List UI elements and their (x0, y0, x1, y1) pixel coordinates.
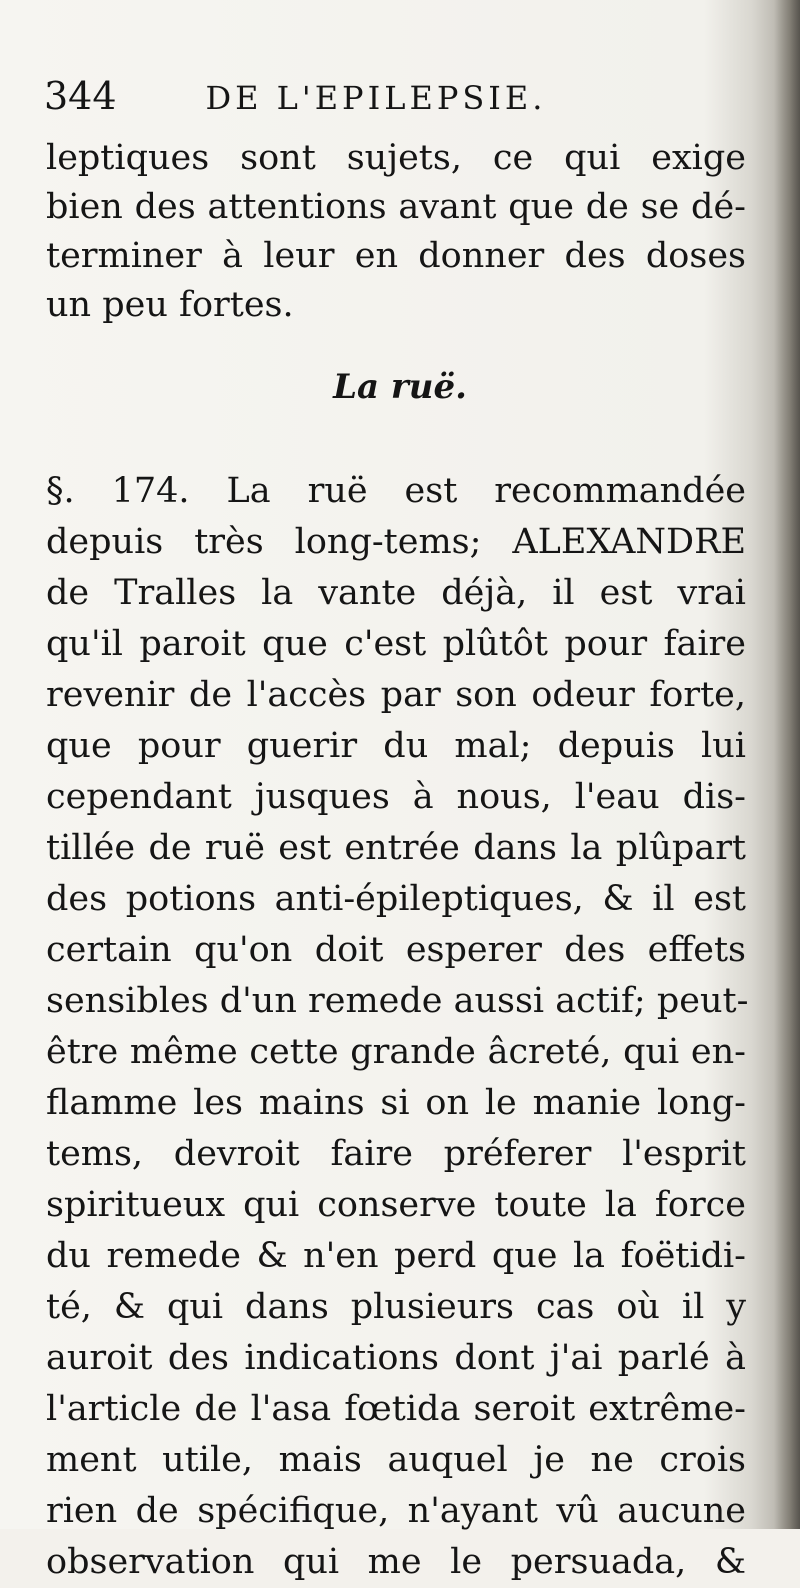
text-line: cependant jusques à nous, l'eau dis- (46, 777, 746, 817)
text-line: revenir de l'accès par son odeur forte, (46, 675, 746, 715)
section-heading: La ruë. (333, 367, 467, 407)
page-number: 344 (44, 74, 117, 118)
text-line: té, & qui dans plusieurs cas où il y (46, 1287, 746, 1327)
text-line: que pour guerir du mal; depuis lui (46, 726, 746, 766)
text-line: l'article de l'asa fœtida seroit extrême- (46, 1389, 746, 1429)
text-line: certain qu'on doit esperer des effets (46, 930, 746, 970)
text-line: leptiques sont sujets, ce qui exige (46, 138, 746, 178)
running-header (44, 66, 744, 126)
text-line: qu'il paroit que c'est plûtôt pour faire (46, 624, 746, 664)
page-edge-shadow (774, 0, 800, 1529)
paragraph-continuation (46, 134, 746, 330)
text-line: tillée de ruë est entrée dans la plûpart (46, 828, 746, 868)
text-line: sensibles d'un remede aussi actif; peut- (46, 981, 749, 1021)
text-line: tems, devroit faire préferer l'esprit (46, 1134, 746, 1174)
text-line: depuis très long-tems; ALEXANDRE (46, 522, 746, 562)
text-line: §. 174. La ruë est recommandée (46, 471, 746, 511)
text-line: être même cette grande âcreté, qui en- (46, 1032, 746, 1072)
text-line: observation qui me le persuada, & (46, 1542, 746, 1582)
text-line: rien de spécifique, n'ayant vû aucune (46, 1491, 746, 1531)
text-line: de Tralles la vante déjà, il est vrai (46, 573, 746, 613)
paragraph-174 (46, 466, 749, 1588)
text-line: flamme les mains si on le manie long- (46, 1083, 746, 1123)
running-title: DE L'EPILEPSIE. (205, 79, 547, 117)
text-line: du remede & n'en perd que la foëtidi- (46, 1236, 746, 1276)
text-line: spiritueux qui conserve toute la force (46, 1185, 746, 1225)
text-line: des potions anti-épileptiques, & il est (46, 879, 746, 919)
text-line: terminer à leur en donner des doses (46, 236, 746, 276)
text-line: un peu fortes. (46, 285, 294, 325)
text-line: ment utile, mais auquel je ne crois (46, 1440, 746, 1480)
text-line: auroit des indications dont j'ai parlé à (46, 1338, 746, 1378)
text-line: bien des attentions avant que de se dé- (46, 187, 746, 227)
